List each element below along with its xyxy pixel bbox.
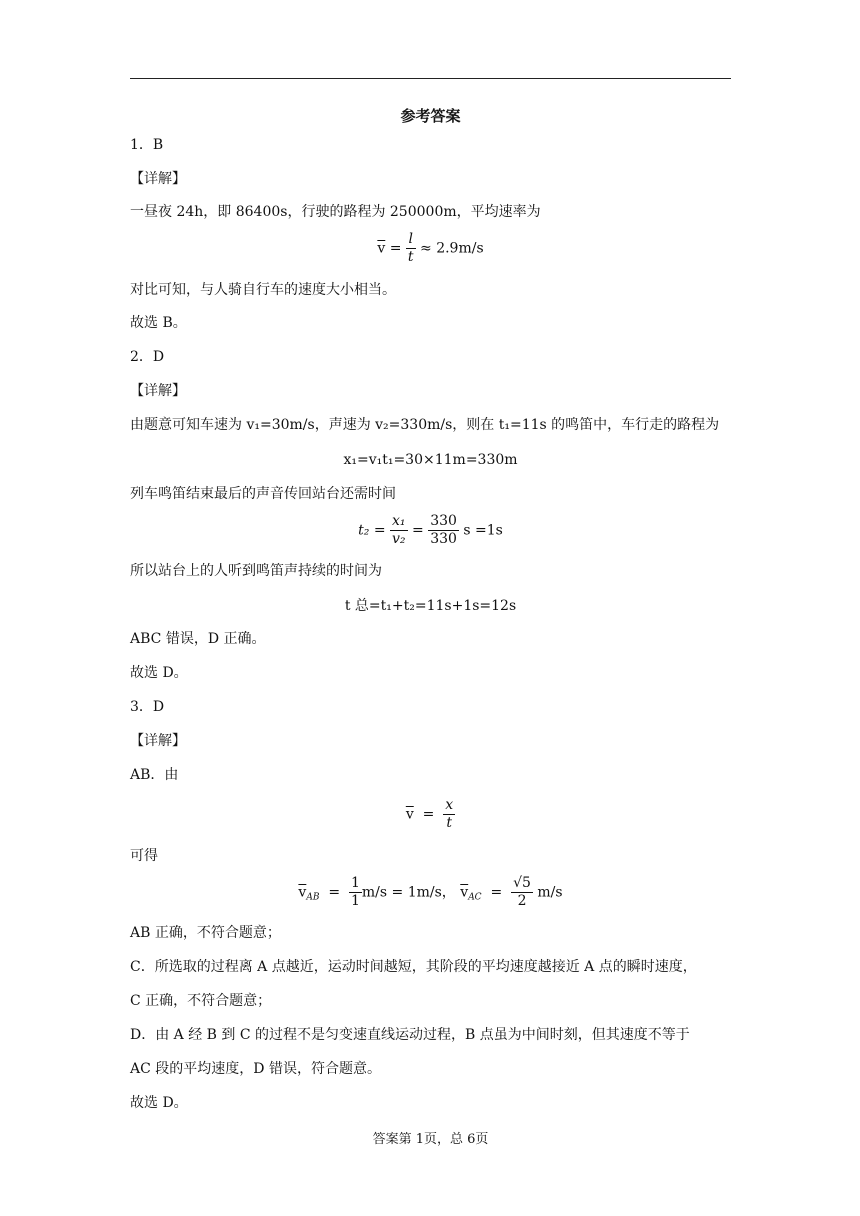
q3-line2: 可得 xyxy=(130,848,158,864)
q1-eq-num: l xyxy=(408,231,413,247)
q3-eq1-num: x xyxy=(445,797,454,813)
q3-line4: C．所选取的过程离 A 点越近，运动时间越短，其阶段的平均速度越接近 A 点的瞬时速度， xyxy=(130,959,697,975)
q1-equation: $\overline{v}$ = $\frac{l}{t}$ ≈ 2.9m/s xyxy=(377,231,484,265)
q2-line2: 列车鸣笛结束最后的声音传回站台还需时间 xyxy=(130,486,396,502)
q3-eq2-frac2 xyxy=(511,875,533,910)
q3-eq2-unit: m/s xyxy=(537,884,563,901)
q1-line1: 一昼夜 24h，即 86400s，行驶的路程为 250000m，平均速率为 xyxy=(130,204,541,220)
q2-conclusion: 故选 D。 xyxy=(130,665,188,681)
q3-eq1: $\overline{v}$ = $\frac{x}{t}$ xyxy=(405,797,454,831)
header-rule xyxy=(130,78,731,79)
q2-eq2-f2-den: 330 xyxy=(430,531,457,547)
q3-conclusion: 故选 D。 xyxy=(130,1095,188,1111)
q1-line2: 对比可知，与人骑自行车的速度大小相当。 xyxy=(130,282,396,298)
q1-eq-rhs: ≈ 2.9m/s xyxy=(420,240,484,257)
page-title: 参考答案 xyxy=(400,107,461,125)
q3-line5: C 正确，不符合题意； xyxy=(130,993,272,1009)
q3-eq2-f2-den: 2 xyxy=(517,893,527,909)
q3-detail-label: 【详解】 xyxy=(130,733,186,749)
q3-eq2-f1-num: 1 xyxy=(350,875,360,891)
q3-eq2: $\overline{v}_{AB}$ = $\frac{1}{1}$ m/s = 1m/s， $\overline{v}_{AC}$ = $\frac{√5}{2}$ m/s xyxy=(298,875,563,909)
q2-eq2-lhs: t₂ = xyxy=(358,522,386,539)
q2-eq2: t₂ = $\frac{\text{x₁}}{\text{v₂}}$ = $\frac{330}{330}$ s =1s xyxy=(358,513,503,547)
q1-detail-label: 【详解】 xyxy=(130,171,186,187)
q2-eq2-frac1 xyxy=(390,513,408,548)
q3-eq2-f2-num: √5 xyxy=(513,875,531,891)
q3-line1: AB．由 xyxy=(130,767,179,783)
q2-line4: ABC 错误，D 正确。 xyxy=(130,631,266,647)
q1-eq-lhs: $\overline{v}$ xyxy=(377,240,386,257)
q2-eq2-frac2 xyxy=(428,513,459,548)
q2-eq1: x₁=v₁t₁=30×11m=330m xyxy=(343,452,518,468)
q3-eq2-vac: $\overline{v}$ xyxy=(460,884,469,901)
q3-eq1-den: t xyxy=(446,815,453,831)
q3-eq1-lhs: $\overline{v}$ xyxy=(405,806,414,823)
q3-eq2-vab: $\overline{v}$ xyxy=(298,884,307,901)
q3-line6: D．由 A 经 B 到 C 的过程不是匀变速直线运动过程，B 点虽为中间时刻，但其速度不等于 xyxy=(130,1027,690,1043)
q3-eq2-f1-den: 1 xyxy=(350,893,360,909)
q3-line3: AB 正确，不符合题意； xyxy=(130,925,281,941)
q2-eq2-f1-num: x₁ xyxy=(392,513,406,529)
q3-eq1-fraction xyxy=(443,797,455,832)
q1-conclusion: 故选 B。 xyxy=(130,315,187,331)
q2-line1: 由题意可知车速为 v₁=30m/s，声速为 v₂=330m/s，则在 t₁=11s 的鸣笛中，车行走的路程为 xyxy=(130,417,720,433)
q2-line3: 所以站台上的人听到鸣笛声持续的时间为 xyxy=(130,563,382,579)
q2-detail-label: 【详解】 xyxy=(130,383,186,399)
q3-answer: 3．D xyxy=(130,699,165,715)
page-footer: 答案第 1页，总 6页 xyxy=(372,1132,489,1147)
q3-line7: AC 段的平均速度，D 错误，符合题意。 xyxy=(130,1061,381,1077)
q3-eq2-vac-sub: AC xyxy=(468,892,482,903)
q1-answer: 1．B xyxy=(130,137,164,153)
q3-eq2-vab-sub: AB xyxy=(306,892,320,903)
q1-eq-den: t xyxy=(407,249,414,265)
q3-eq2-mid: m/s = 1m/s， xyxy=(361,884,456,901)
q2-eq2-f1-den: v₂ xyxy=(392,531,406,547)
q1-eq-fraction xyxy=(406,231,416,266)
q2-eq2-rhs: s =1s xyxy=(463,522,503,539)
q2-answer: 2．D xyxy=(130,349,165,365)
q2-eq2-f2-num: 330 xyxy=(430,513,457,529)
q2-eq3: t 总=t₁+t₂=11s+1s=12s xyxy=(344,598,517,614)
q3-eq2-frac1 xyxy=(349,875,362,910)
